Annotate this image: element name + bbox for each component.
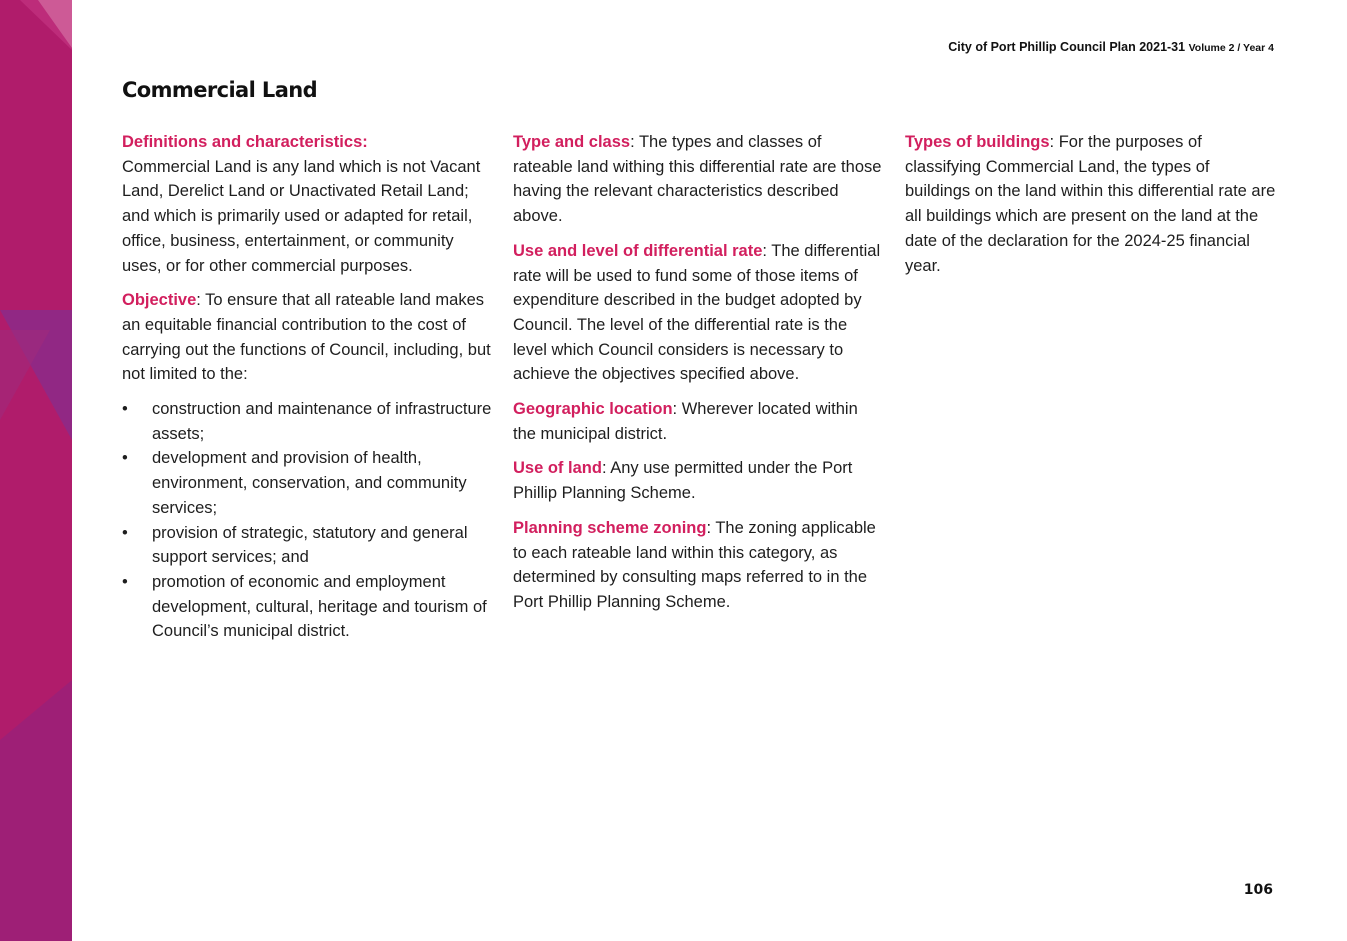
list-item: • construction and maintenance of infrastructure assets; <box>122 397 494 446</box>
use-of-land-label: Use of land <box>513 459 602 478</box>
type-and-class-label: Type and class <box>513 133 631 151</box>
column-middle <box>513 130 885 625</box>
geographic-location-paragraph <box>513 397 885 446</box>
types-of-buildings-label: Types of buildings <box>905 133 1050 151</box>
page-number: 106 <box>1243 882 1273 898</box>
geographic-location-label: Geographic location <box>513 400 673 419</box>
header-title: City of Port Phillip Council Plan 2021-31 <box>948 40 1186 54</box>
use-and-level-label: Use and level of differential rate <box>513 241 763 260</box>
list-item: • development and provision of health, environment, conservation, and community services; <box>122 446 494 520</box>
geographic-location-text: : Wherever located within the municipal district. <box>513 400 858 443</box>
objective-bullet-list <box>122 397 494 644</box>
header-subtitle: Volume 2 / Year 4 <box>1188 42 1274 54</box>
side-band-graphic <box>0 0 72 941</box>
types-of-buildings-paragraph <box>905 130 1277 278</box>
objective-text: : To ensure that all rateable land makes an equitable financial contribution to the cost of carrying out the functions of Council, including, but not limited to the: <box>122 291 491 384</box>
definitions-text: Commercial Land is any land which is not Vacant Land, Derelict Land or Unactivated Retail Land; and which is primarily used or adapted for retail, office, business, entertainment, or community uses, or for other commercial purposes. <box>122 157 481 275</box>
planning-scheme-zoning-text: : The zoning applicable to each rateable land within this category, as determined by consulting maps referred to in the Port Phillip Planning Scheme. <box>513 518 876 611</box>
objective-paragraph <box>122 288 494 387</box>
page-title: Commercial Land <box>122 78 318 102</box>
column-left <box>122 130 494 644</box>
definitions-label: Definitions and characteristics: <box>122 133 368 151</box>
use-of-land-paragraph <box>513 456 885 505</box>
type-and-class-text: : The types and classes of rateable land withing this differential rate are those having the relevant characteristics described above. <box>513 133 882 226</box>
use-of-land-text: : Any use permitted under the Port Phillip Planning Scheme. <box>513 459 853 503</box>
use-and-level-text: : The differential rate will be used to fund some of those items of expenditure described in the budget adopted by Council. The level of the differential rate is the level which Council considers is necessary to achieve the objectives specified above. <box>513 241 881 384</box>
objective-label: Objective <box>122 291 197 310</box>
planning-scheme-zoning-paragraph <box>513 516 885 615</box>
list-item: • promotion of economic and employment development, cultural, heritage and tourism of Council’s municipal district. <box>122 570 494 644</box>
type-and-class-paragraph <box>513 130 885 229</box>
list-item: • provision of strategic, statutory and general support services; and <box>122 521 494 570</box>
definitions-paragraph <box>122 130 494 278</box>
document-header <box>948 40 1274 54</box>
column-right <box>905 130 1277 288</box>
use-and-level-paragraph <box>513 239 885 387</box>
planning-scheme-zoning-label: Planning scheme zoning <box>513 518 707 537</box>
decorative-side-band <box>0 0 72 941</box>
types-of-buildings-text: : For the purposes of classifying Commercial Land, the types of buildings on the land within this differential rate are all buildings which are present on the land at the date of the declaration for the 2024-25 financial year. <box>905 133 1276 275</box>
